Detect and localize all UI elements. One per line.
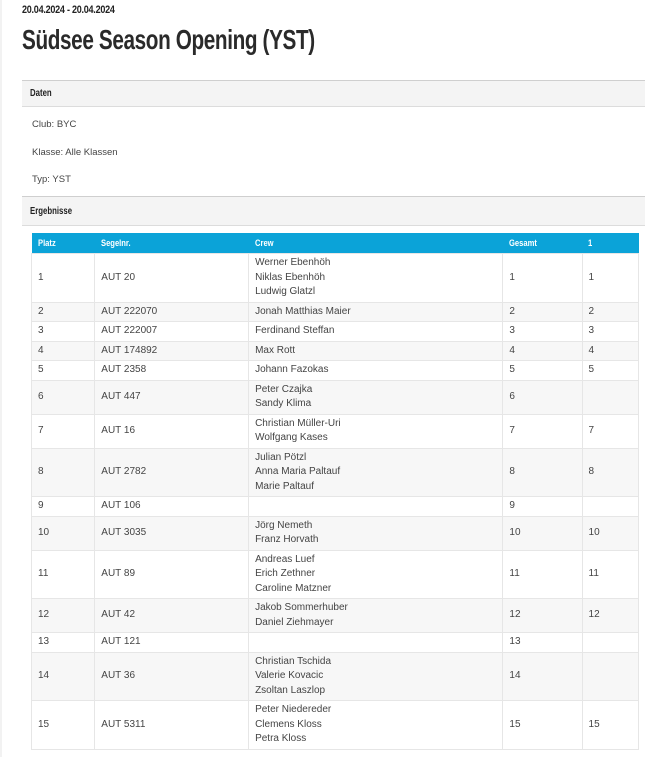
- crew-cell: [249, 516, 503, 550]
- platz-cell: 9: [32, 497, 95, 517]
- crew-member: Jonah Matthias Maier: [255, 305, 351, 317]
- crew-member: Valerie Kovacic: [255, 670, 324, 681]
- crew-cell: [249, 448, 503, 497]
- results-section-heading: Ergebnisse: [30, 206, 73, 217]
- klasse-info: Klasse: Alle Klassen: [32, 147, 118, 158]
- platz-cell: 7: [32, 414, 95, 448]
- crew-member: Johann Fazokas: [255, 364, 329, 375]
- gesamt-cell: 3: [503, 322, 582, 342]
- crew-member: Julian Pötzl: [255, 451, 307, 463]
- race-1-cell: 15: [582, 701, 638, 750]
- crew-member: Zsoltan Laszlop: [255, 684, 326, 696]
- platz-cell: 8: [32, 448, 95, 497]
- crew-member: Max Rott: [255, 344, 296, 356]
- race-1-cell: [582, 380, 638, 414]
- race-1-cell: 7: [582, 414, 638, 448]
- crew-member: Erich Zethner: [255, 568, 316, 579]
- crew-member: Jakob Sommerhuber: [255, 602, 348, 613]
- gesamt-cell: 9: [503, 497, 582, 517]
- gesamt-cell: 10: [503, 516, 582, 550]
- crew-cell: [249, 497, 503, 517]
- crew-member: Ludwig Glatzl: [255, 286, 316, 297]
- platz-cell: 6: [32, 380, 95, 414]
- segelnr-cell: AUT 20: [95, 254, 249, 303]
- platz-cell: 11: [32, 550, 95, 599]
- gesamt-cell: 1: [503, 254, 582, 303]
- platz-cell: 10: [32, 516, 95, 550]
- table-row: [32, 516, 639, 550]
- race-1-cell: 12: [582, 599, 638, 633]
- crew-member: Jörg Nemeth: [255, 519, 313, 531]
- crew-cell: [249, 302, 503, 322]
- gesamt-cell: 6: [503, 380, 582, 414]
- segelnr-cell: AUT 174892: [95, 341, 249, 361]
- table-row: [32, 633, 639, 653]
- crew-member: Clemens Kloss: [255, 718, 322, 730]
- crew-member: Werner Ebenhöh: [255, 257, 331, 268]
- table-row: [32, 322, 639, 342]
- segelnr-cell: AUT 121: [95, 633, 249, 653]
- crew-member: Franz Horvath: [255, 534, 319, 545]
- segelnr-cell: AUT 222070: [95, 302, 249, 322]
- crew-cell: [249, 341, 503, 361]
- segelnr-cell: AUT 106: [95, 497, 249, 517]
- race-1-cell: [582, 652, 638, 701]
- crew-member: Ferdinand Steffan: [255, 325, 335, 336]
- crew-cell: [249, 633, 503, 653]
- crew-member: Christian Tschida: [255, 655, 332, 667]
- crew-member: Andreas Luef: [255, 553, 315, 565]
- segelnr-cell: AUT 16: [95, 414, 249, 448]
- crew-member: Wolfgang Kases: [255, 432, 328, 443]
- results-table-header-row: [32, 233, 639, 254]
- table-row: [32, 701, 639, 750]
- crew-cell: [249, 322, 503, 342]
- segelnr-cell: AUT 89: [95, 550, 249, 599]
- segelnr-cell: AUT 5311: [95, 701, 249, 750]
- platz-cell: 13: [32, 633, 95, 653]
- platz-cell: 2: [32, 302, 95, 322]
- gesamt-cell: 4: [503, 341, 582, 361]
- gesamt-cell: 2: [503, 302, 582, 322]
- column-header-platz[interactable]: Platz: [32, 233, 95, 254]
- column-header-race-1[interactable]: 1: [582, 233, 638, 254]
- table-row: [32, 448, 639, 497]
- crew-cell: [249, 254, 503, 303]
- crew-cell: [249, 599, 503, 633]
- table-row: [32, 414, 639, 448]
- platz-cell: 3: [32, 322, 95, 342]
- gesamt-cell: 7: [503, 414, 582, 448]
- race-1-cell: 3: [582, 322, 638, 342]
- crew-member: Sandy Klima: [255, 398, 312, 409]
- event-date: 20.04.2024 - 20.04.2024: [22, 4, 115, 16]
- platz-cell: 12: [32, 599, 95, 633]
- crew-cell: [249, 380, 503, 414]
- segelnr-cell: AUT 42: [95, 599, 249, 633]
- gesamt-cell: 11: [503, 550, 582, 599]
- gesamt-cell: 5: [503, 361, 582, 381]
- gesamt-cell: 12: [503, 599, 582, 633]
- race-1-cell: 10: [582, 516, 638, 550]
- segelnr-cell: AUT 2782: [95, 448, 249, 497]
- column-header-gesamt[interactable]: Gesamt: [503, 233, 582, 254]
- crew-cell: [249, 701, 503, 750]
- segelnr-cell: AUT 447: [95, 380, 249, 414]
- table-row: [32, 341, 639, 361]
- crew-member: Niklas Ebenhöh: [255, 271, 326, 283]
- platz-cell: 4: [32, 341, 95, 361]
- results-table: [31, 233, 639, 750]
- table-row: [32, 599, 639, 633]
- table-row: [32, 652, 639, 701]
- crew-cell: [249, 652, 503, 701]
- data-section-header: [22, 80, 645, 107]
- data-section-heading: Daten: [30, 88, 52, 99]
- crew-cell: [249, 414, 503, 448]
- crew-member: Peter Niedereder: [255, 704, 332, 715]
- platz-cell: 14: [32, 652, 95, 701]
- crew-member: Petra Kloss: [255, 733, 307, 744]
- race-1-cell: 5: [582, 361, 638, 381]
- crew-member: Caroline Matzner: [255, 582, 332, 594]
- results-table-body: [32, 254, 639, 750]
- gesamt-cell: 15: [503, 701, 582, 750]
- gesamt-cell: 13: [503, 633, 582, 653]
- table-row: [32, 550, 639, 599]
- race-1-cell: [582, 633, 638, 653]
- race-1-cell: 8: [582, 448, 638, 497]
- crew-member: Peter Czajka: [255, 383, 313, 395]
- race-1-cell: 4: [582, 341, 638, 361]
- table-row: [32, 497, 639, 517]
- crew-cell: [249, 361, 503, 381]
- segelnr-cell: AUT 36: [95, 652, 249, 701]
- race-1-cell: 2: [582, 302, 638, 322]
- platz-cell: 5: [32, 361, 95, 381]
- table-row: [32, 254, 639, 303]
- crew-cell: [249, 550, 503, 599]
- page-title: Südsee Season Opening (YST): [22, 24, 315, 55]
- crew-member: Anna Maria Paltauf: [255, 466, 341, 477]
- table-row: [32, 361, 639, 381]
- platz-cell: 1: [32, 254, 95, 303]
- crew-member: Christian Müller-Uri: [255, 417, 341, 429]
- segelnr-cell: AUT 3035: [95, 516, 249, 550]
- club-info: Club: BYC: [32, 119, 77, 130]
- table-row: [32, 302, 639, 322]
- typ-info: Typ: YST: [32, 174, 71, 185]
- race-1-cell: 11: [582, 550, 638, 599]
- column-header-crew[interactable]: Crew: [249, 233, 503, 254]
- crew-member: Marie Paltauf: [255, 480, 314, 492]
- gesamt-cell: 14: [503, 652, 582, 701]
- crew-member: Daniel Ziehmayer: [255, 616, 334, 628]
- results-section-header: [22, 196, 645, 226]
- race-1-cell: [582, 497, 638, 517]
- race-1-cell: 1: [582, 254, 638, 303]
- segelnr-cell: AUT 2358: [95, 361, 249, 381]
- column-header-segelnr[interactable]: Segelnr.: [95, 233, 249, 254]
- platz-cell: 15: [32, 701, 95, 750]
- segelnr-cell: AUT 222007: [95, 322, 249, 342]
- page-left-edge: [0, 0, 2, 757]
- gesamt-cell: 8: [503, 448, 582, 497]
- table-row: [32, 380, 639, 414]
